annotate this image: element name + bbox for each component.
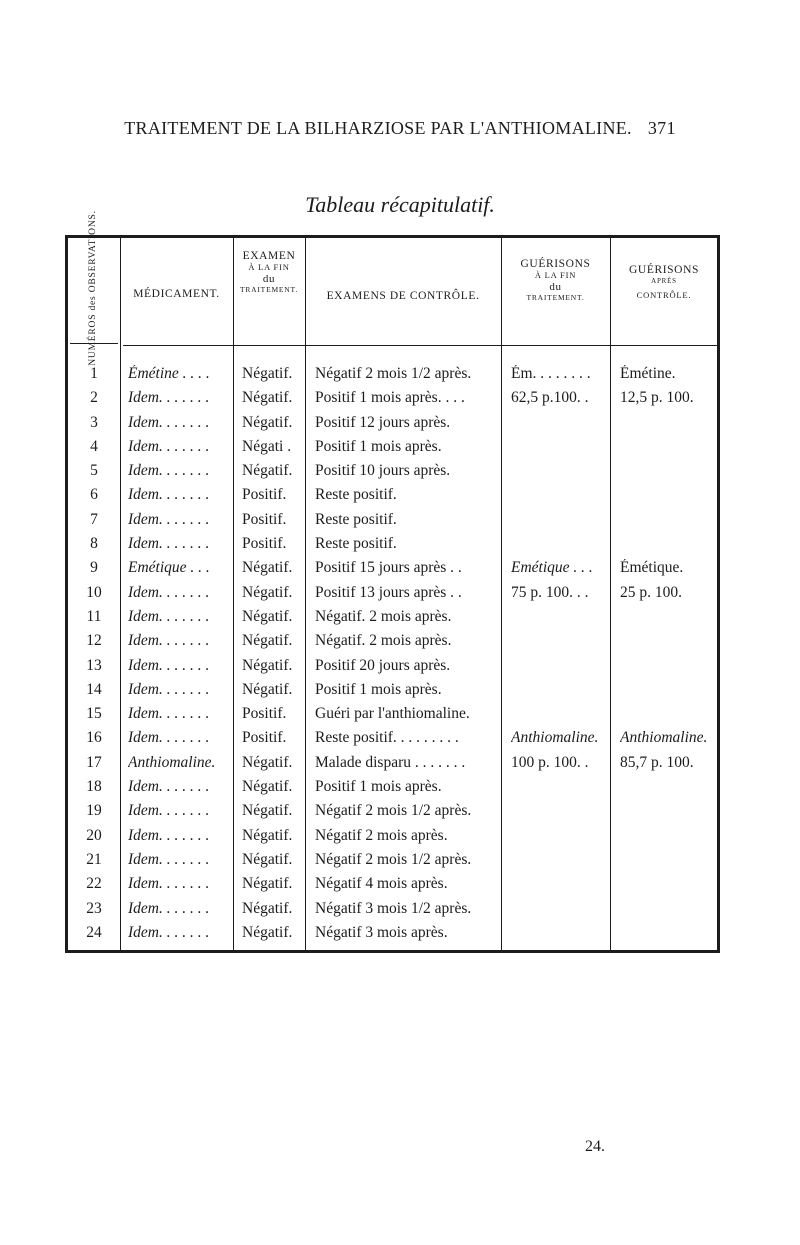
observation-number: 6 [90,486,98,504]
observation-number: 5 [90,462,98,480]
examen-fin-cell: Négatif. [242,607,293,625]
examen-fin-cell: Positif. [242,486,287,504]
examen-controle-cell: Reste positif. [315,510,397,528]
medicament-cell: Idem. . . . . . . [128,850,210,868]
table-row [68,900,718,924]
header-guerisons-apres-line2: APRÈS [651,277,677,286]
examen-fin-cell: Négatif. [242,923,293,941]
examen-fin-cell: Négatif. [242,826,293,844]
guerison-fin-cell: Ém. . . . . . . . [511,365,591,382]
examen-fin-cell: Négatif. [242,850,293,868]
guerison-apres-cell: Anthiomaline. [620,729,708,747]
guerison-fin-cell: 62,5 p.100. . [511,389,589,407]
running-head [0,118,800,139]
medicament-cell: Idem. . . . . . . [128,729,210,747]
medicament-cell: Idem. . . . . . . [128,656,210,674]
examen-controle-cell: Négatif 3 mois 1/2 après. [315,899,472,917]
medicament-cell: Idem. . . . . . . [128,680,210,698]
header-medicament-label: MÉDICAMENT. [133,288,220,300]
examen-controle-cell: Négatif 2 mois 1/2 après. [315,365,472,382]
guerison-apres-cell: Émétine. [620,365,676,382]
table-row [68,535,718,559]
guerison-fin-cell: Anthiomaline. [511,729,599,747]
medicament-cell: Idem. . . . . . . [128,826,210,844]
guerison-apres-cell: 85,7 p. 100. [620,753,694,771]
table-row [68,462,718,486]
header-guerisons-fin-line2: À LA FIN [534,270,577,281]
examen-controle-cell: Positif 20 jours après. [315,656,451,674]
examen-fin-cell: Négatif. [242,413,293,431]
observation-number: 2 [90,389,98,407]
medicament-cell: Idem. . . . . . . [128,802,210,820]
medicament-cell: Idem. . . . . . . [128,705,210,723]
medicament-cell: Idem. . . . . . . [128,923,210,941]
observation-number: 1 [90,365,98,382]
medicament-cell: Emétique . . . [128,559,210,577]
examen-controle-cell: Négatif 3 mois après. [315,923,448,941]
examen-controle-cell: Reste positif. [315,535,397,553]
examen-controle-cell: Positif 12 jours après. [315,413,451,431]
examen-fin-cell: Positif. [242,510,287,528]
examen-fin-cell: Négati . [242,437,292,455]
medicament-cell: Idem. . . . . . . [128,535,210,553]
table-row [68,511,718,535]
table-body [68,365,718,948]
observation-number: 14 [86,680,102,698]
header-guerisons-fin-line4: TRAITEMENT. [526,292,585,302]
examen-controle-cell: Reste positif. . . . . . . . . [315,729,459,747]
observation-number: 20 [86,826,102,844]
examen-controle-cell: Négatif. 2 mois après. [315,632,452,650]
examen-controle-cell: Négatif 2 mois 1/2 après. [315,850,472,868]
table-row [68,924,718,948]
observation-number: 10 [86,583,102,601]
observation-number: 4 [90,437,98,455]
medicament-cell: Idem. . . . . . . [128,462,210,480]
header-controle-label: EXAMENS DE CONTRÔLE. [326,290,480,302]
header-medicament [120,284,233,302]
observation-number: 19 [86,802,102,820]
observation-number: 15 [86,705,102,723]
examen-fin-cell: Négatif. [242,875,293,893]
examen-controle-cell: Négatif 2 mois 1/2 après. [315,802,472,820]
guerison-apres-cell: Émétique. [620,559,684,577]
table-row [68,438,718,462]
observation-number: 3 [90,413,98,431]
table-row [68,559,718,583]
table-row [68,802,718,826]
medicament-cell: Anthiomaline. [128,753,216,771]
examen-fin-cell: Négatif. [242,778,293,796]
examen-controle-cell: Positif 1 mois après. [315,680,442,698]
guerison-fin-cell: 100 p. 100. . [511,753,589,771]
examen-fin-cell: Négatif. [242,583,293,601]
medicament-cell: Idem. . . . . . . [128,875,210,893]
observation-number: 18 [86,778,102,796]
examen-fin-cell: Négatif. [242,559,293,577]
observation-number: 21 [86,850,102,868]
observation-number: 12 [86,632,102,650]
header-guerisons-fin-line3: du [549,280,562,293]
observation-number: 17 [86,753,102,771]
guerison-fin-cell: 75 p. 100. . . [511,583,589,601]
header-guerisons-fin [501,258,610,302]
examen-controle-cell: Négatif 2 mois après. [315,826,448,844]
examen-controle-cell: Positif 15 jours après . . [315,559,462,577]
medicament-cell: Idem. . . . . . . [128,632,210,650]
examen-controle-cell: Reste positif. [315,486,397,504]
header-controle [305,286,501,304]
table-row [68,414,718,438]
examen-controle-cell: Négatif 4 mois après. [315,875,448,893]
header-rule [123,345,718,346]
header-examen-line4: TRAITEMENT. [239,284,299,294]
header-guerisons-apres-line3: CONTRÔLE. [636,290,692,301]
observation-number: 22 [86,875,102,893]
header-guerisons-apres [610,264,718,301]
medicament-cell: Idem. . . . . . . [128,778,210,796]
table-row [68,827,718,851]
table-row [68,875,718,899]
table-row [68,681,718,705]
table-row [68,729,718,753]
observation-number: 9 [90,559,98,577]
table-row [68,754,718,778]
examen-fin-cell: Négatif. [242,802,293,820]
examen-fin-cell: Positif. [242,705,287,723]
medicament-cell: Idem. . . . . . . [128,413,210,431]
examen-controle-cell: Positif 10 jours après. [315,462,451,480]
page-number: 371 [647,118,676,138]
table-row [68,851,718,875]
guerison-fin-cell: Emétique . . . [511,559,593,577]
medicament-cell: Idem. . . . . . . [128,437,210,455]
running-head-title: TRAITEMENT DE LA BILHARZIOSE PAR L'ANTHIOMALINE. [124,118,632,138]
table-row [68,584,718,608]
folio: 24. [585,1138,605,1155]
examen-fin-cell: Négatif. [242,656,293,674]
examen-fin-cell: Négatif. [242,462,293,480]
examen-fin-cell: Négatif. [242,389,293,407]
medicament-cell: Émétine . . . . [128,365,210,382]
header-guerisons-apres-line1: GUÉRISONS [629,264,699,276]
examen-fin-cell: Positif. [242,535,287,553]
examen-controle-cell: Positif 13 jours après . . [315,583,462,601]
examen-fin-cell: Négatif. [242,680,293,698]
examen-fin-cell: Négatif. [242,899,293,917]
medicament-cell: Idem. . . . . . . [128,607,210,625]
observation-number: 13 [86,656,102,674]
header-examen-line3: du [262,272,276,285]
observation-number: 23 [86,899,102,917]
observation-number: 24 [86,923,102,941]
observation-number: 16 [86,729,102,747]
table-row [68,705,718,729]
examen-fin-cell: Négatif. [242,632,293,650]
medicament-cell: Idem. . . . . . . [128,486,210,504]
table-row [68,365,718,389]
header-examen [233,250,305,294]
header-guerisons-fin-line1: GUÉRISONS [520,258,591,270]
examen-controle-cell: Positif 1 mois après. [315,778,442,796]
medicament-cell: Idem. . . . . . . [128,510,210,528]
examen-controle-cell: Positif 1 mois après. [315,437,442,455]
summary-table [65,210,720,953]
header-numeros [68,210,120,366]
examen-controle-cell: Positif 1 mois après. . . . [315,389,465,407]
observation-number: 11 [86,607,102,625]
medicament-cell: Idem. . . . . . . [128,899,210,917]
header-numeros-label: NUMÉROS des OBSERVATIONS. [88,210,99,366]
guerison-apres-cell: 25 p. 100. [620,583,682,601]
header-examen-line1: EXAMEN [242,250,296,262]
observation-number: 7 [90,510,98,528]
medicament-cell: Idem. . . . . . . [128,583,210,601]
table-title: Tableau récapitulatif. [305,192,495,217]
table-row [68,608,718,632]
observation-number: 8 [90,535,98,553]
examen-fin-cell: Négatif. [242,365,293,382]
examen-controle-cell: Malade disparu . . . . . . . [315,753,466,771]
table-row [68,389,718,413]
examen-controle-cell: Guéri par l'anthiomaline. [315,705,470,723]
table-row [68,657,718,681]
header-examen-line2: À LA FIN [248,262,290,273]
examen-fin-cell: Négatif. [242,753,293,771]
table-row [68,778,718,802]
table-row [68,632,718,656]
examen-fin-cell: Positif. [242,729,287,747]
table-row [68,486,718,510]
guerison-apres-cell: 12,5 p. 100. [620,389,694,407]
medicament-cell: Idem. . . . . . . [128,389,210,407]
examen-controle-cell: Négatif. 2 mois après. [315,607,452,625]
